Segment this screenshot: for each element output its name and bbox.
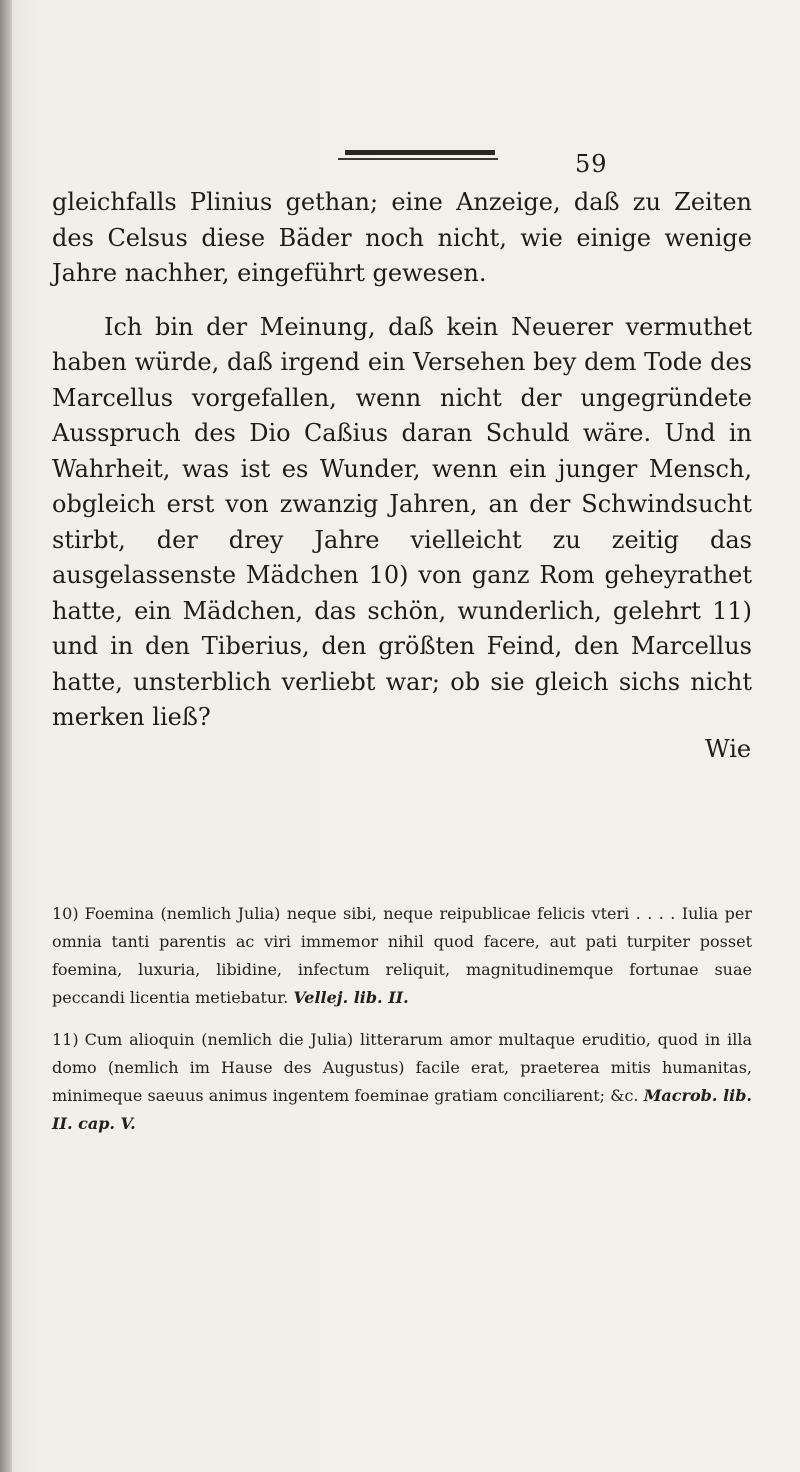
footnote-10 [52,900,752,1012]
header-rule-thin [338,158,498,160]
footnote-text: Cum alioquin (nemlich die Julia) litterarum amor multaque eruditio, quod in illa domo (nemlich im Hause des Augustus) facile erat, praeterea mitis humanitas, minimeque saeuus animus ingentem foeminae gratiam conciliarent; &c. [52,1030,752,1105]
footnote-text: Foemina (nemlich Julia) neque sibi, neque reipublicae felicis vteri . . . . Iulia per omnia tanti parentis ac viri immemor nihil quod facere, aut pati turpiter posset foemina, luxuria, libidine, infectum reliquit, magnitudinemque fortunae suae peccandi licentia metiebatur. [52,904,752,1007]
paragraph-1: gleichfalls Plinius gethan; eine Anzeige, daß zu Zeiten des Celsus diese Bäder noch nicht, wie einige wenige Jahre nachher, eingeführt gewesen. [52,188,752,287]
footnote-reference: Vellej. lib. II. [293,988,409,1007]
catchword: Wie [705,735,752,763]
paragraph-2: Ich bin der Meinung, daß kein Neuerer vermuthet haben würde, daß irgend ein Versehen bey dem Tode des Marcellus vorgefallen, wenn nicht der ungegründete Ausspruch des Dio Caßius daran Schuld wäre. Und in Wahrheit, was ist es Wunder, wenn ein junger Mensch, obgleich erst von zwanzig Jahren, an der Schwindsucht stirbt, der drey Jahre vielleicht zu zeitig das ausgelassenste Mädchen 10) von ganz Rom geheyrathet hatte, ein Mädchen, das schön, wunderlich, gelehrt 11) und in den Tiberius, den größten Feind, den Marcellus hatte, unsterblich verliebt war; ob sie gleich sichs nicht merken ließ? [52,312,752,731]
page-number: 59 [575,150,608,178]
footnote-11 [52,1026,752,1138]
book-spine-shadow [0,0,12,1472]
footnote-number: 10) [52,904,79,923]
footnote-number: 11) [52,1030,79,1049]
header-rule [345,150,495,155]
footnotes [52,900,752,1152]
footnote-reference: Macrob. lib. II. cap. V. [52,1086,752,1133]
main-text [52,185,752,736]
